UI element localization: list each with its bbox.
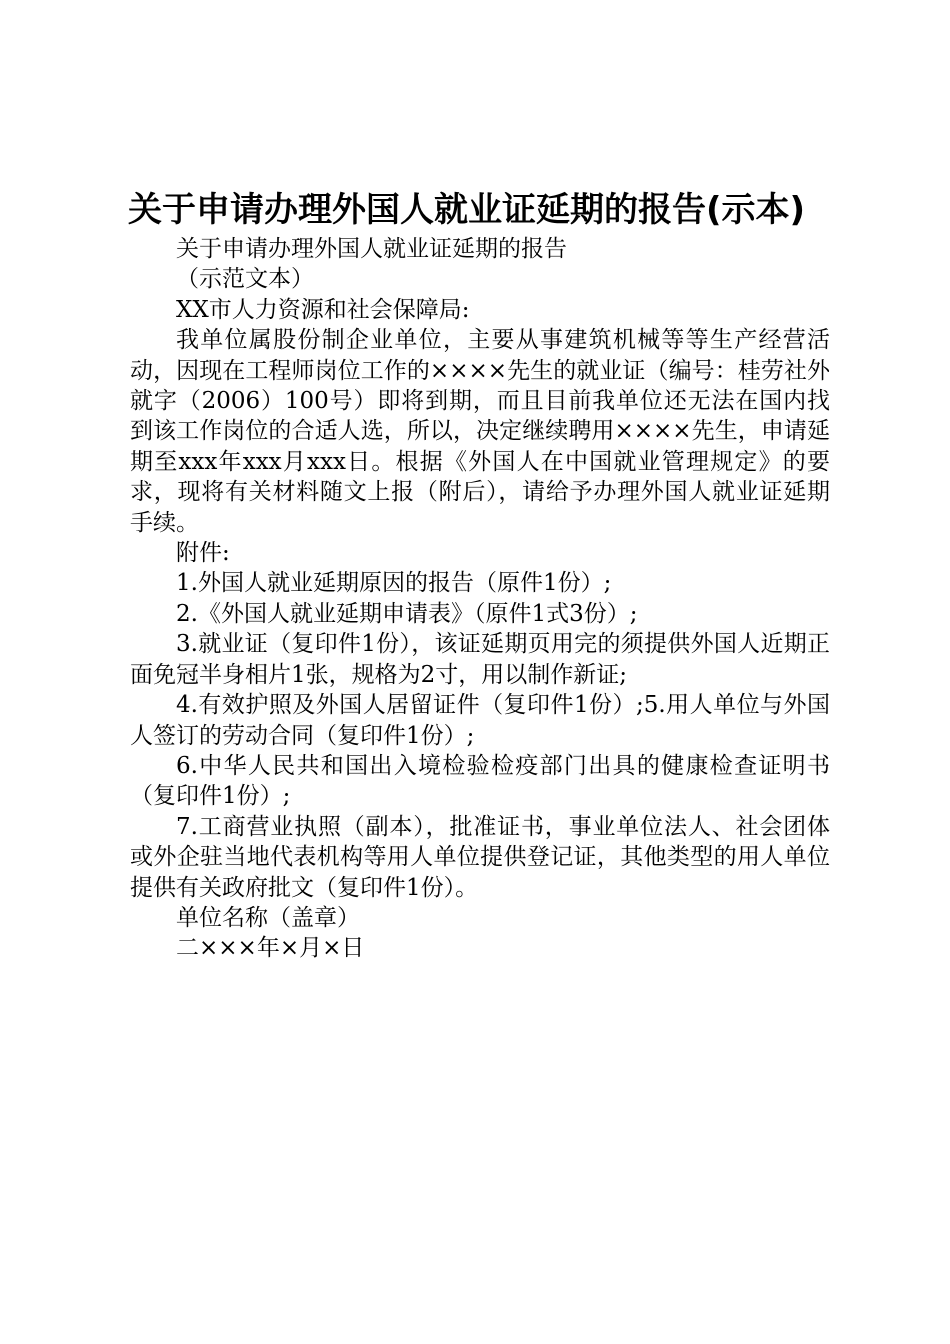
subtitle-line: 关于申请办理外国人就业证延期的报告 xyxy=(176,236,567,262)
attachments-heading: 附件: xyxy=(176,540,230,567)
document-body xyxy=(130,234,830,964)
body-paragraph: 我单位属股份制企业单位，主要从事建筑机械等等生产经营活动，因现在工程师岗位工作的××××先生的就业证（编号：桂劳社外就字（2006）100号）即将到期，而且目前我单位还无法在国内找到该工作岗位的合适人选，所以，决定继续聘用××××先生，申请延期至xxx年xxx月xxx日。根据《外国人在中国就业管理规定》的要求，现将有关材料随文上报（附后），请给予办理外国人就业证延期手续。 xyxy=(130,327,830,536)
sample-text-note: （示范文本） xyxy=(176,266,314,293)
recipient-line: XX市人力资源和社会保障局: xyxy=(176,296,470,323)
signature-unit-name: 单位名称（盖章） xyxy=(176,904,360,931)
attachment-item-6: 6.中华人民共和国出入境检验检疫部门出具的健康检查证明书（复印件1份）; xyxy=(130,752,830,810)
attachment-item-4-5: 4.有效护照及外国人居留证件（复印件1份）;5.用人单位与外国人签订的劳动合同（复印件1份）; xyxy=(130,692,830,749)
attachment-item-1: 1.外国人就业延期原因的报告（原件1份）; xyxy=(176,570,612,597)
signature-date: 二×××年×月×日 xyxy=(176,935,365,962)
document-title: 关于申请办理外国人就业证延期的报告(示本) xyxy=(128,190,806,230)
attachment-item-7: 7.工商营业执照（副本），批准证书，事业单位法人、社会团体或外企驻当地代表机构等用人单位提供登记证，其他类型的用人单位提供有关政府批文（复印件1份）。 xyxy=(130,813,830,901)
attachment-item-3: 3.就业证（复印件1份），该证延期页用完的须提供外国人近期正面免冠半身相片1张，规格为2寸，用以制作新证; xyxy=(130,631,830,688)
attachment-item-2: 2.《外国人就业延期申请表》（原件1式3份）; xyxy=(176,600,638,627)
